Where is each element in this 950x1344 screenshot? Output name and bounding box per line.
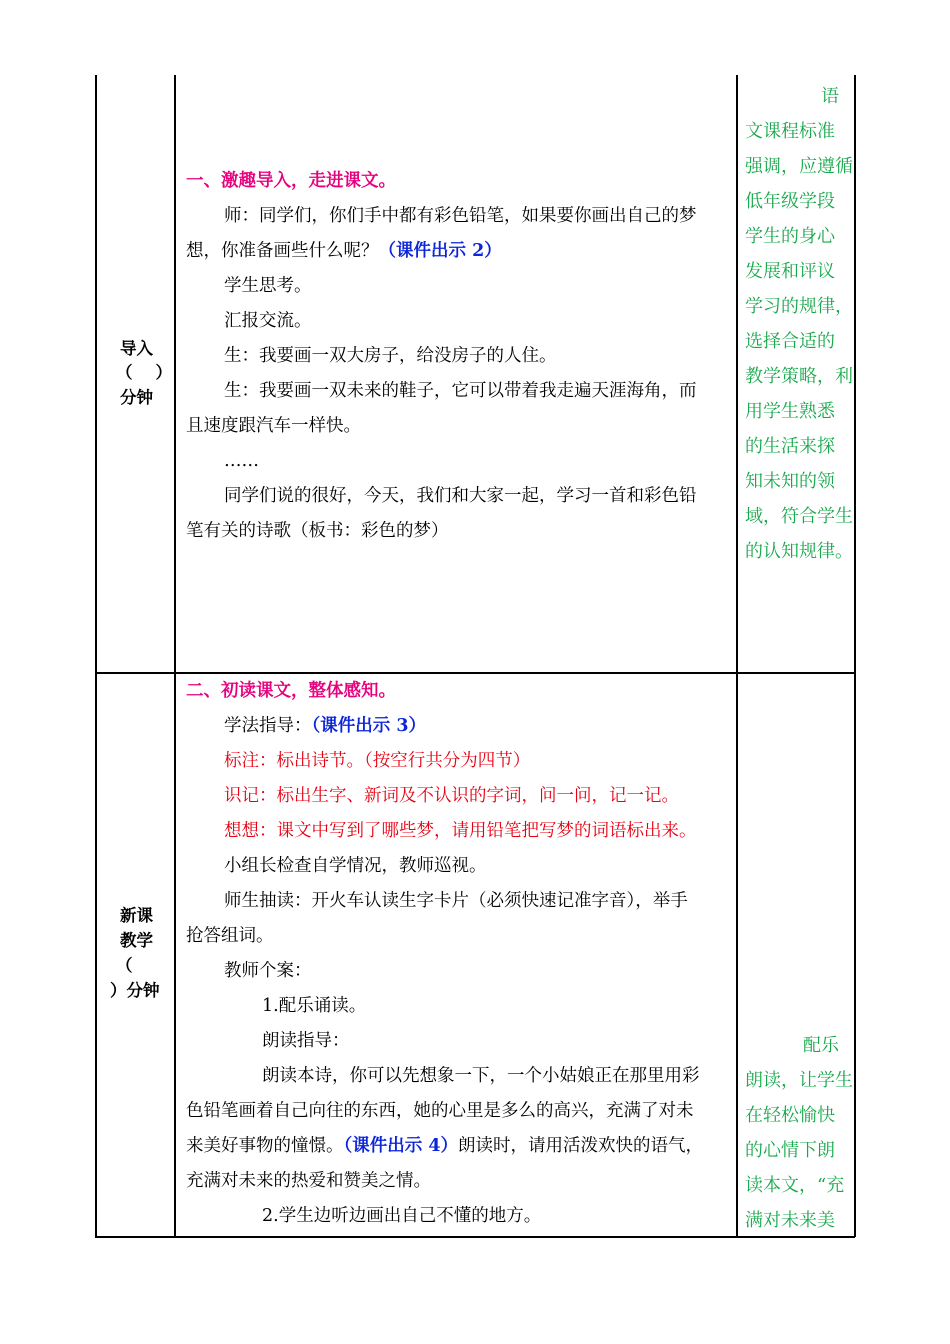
note-line: 知未知的领 [745,471,835,492]
note-line: 教学策略，利 [745,366,853,387]
think-instruction: 想想：课文中写到了哪些梦，请用铅笔把写梦的词语标出来。 [224,821,697,841]
table-divider-label [174,75,176,1237]
note-line: 的心情下朗 [745,1140,835,1161]
courseware-note: （课件出示 3） [311,716,427,736]
label-line: 教学 [120,931,153,950]
note-line: 的生活来探 [745,436,835,457]
note-line: 选择合适的 [745,331,835,352]
step-item: 1.配乐诵读。 [262,996,367,1016]
teacher-closing-cont: 笔有关的诗歌（板书：彩色的梦） [186,521,449,541]
label-line: （ ） [116,363,172,382]
student-answer-cont: 且速度跟汽车一样快。 [186,416,361,436]
note-line: 读本文，“充 [745,1175,845,1196]
courseware-note: （课件出示 4） [343,1136,459,1156]
mark-instruction: 标注：标出诗节。（按空行共分为四节） [224,751,531,771]
sample-reading: 师生抽读：开火车认读生字卡片（必须快速记准字音），举手 [224,891,688,911]
label-line: ）分钟 [110,981,160,1000]
reading-guide-text [186,1135,703,1157]
reading-guide-text: 色铅笔画着自己向往的东西，她的心里是多么的高兴，充满了对未 [186,1101,694,1121]
reading-guide-text: 朗读本诗，你可以先想象一下，一个小姑娘正在那里用彩 [262,1066,700,1086]
label-line: 分钟 [120,388,153,407]
teacher-question: 师：同学们，你们手中都有彩色铅笔，如果要你画出自己的梦 [224,206,697,226]
section-heading: 一、激趣导入，走进课文。 [186,171,396,191]
note-line: 学习的规律， [745,296,853,317]
note-line: 文课程标准 [745,121,835,142]
section-heading: 二、初读课文，整体感知。 [186,681,396,701]
recognize-instruction: 识记：标出生字、新词及不认识的字词，问一问，记一记。 [224,786,679,806]
reading-guide-label: 朗读指导： [262,1031,350,1051]
student-think: 学生思考。 [224,276,312,296]
guide-text: 朗读时，请用活泼欢快的语气， [458,1136,704,1156]
note-line: 语 [821,86,839,107]
table-divider-notes [736,75,738,1237]
method-label: 学法指导： [224,716,312,736]
label-line: 新课 [120,906,153,925]
step-item: 2.学生边听边画出自己不懂的地方。 [262,1206,542,1226]
student-answer: 生：我要画一双未来的鞋子，它可以带着我走遍天涯海角，而 [224,381,697,401]
label-line: （ [116,956,133,975]
teacher-question-cont [186,240,502,262]
label-line: 导入 [120,339,153,358]
reading-guide-text: 充满对未来的热爱和赞美之情。 [186,1171,431,1191]
table-border-right [854,75,856,1237]
sample-reading-cont: 抢答组词。 [186,926,274,946]
method-guide [224,715,426,737]
note-line: 学生的身心 [745,226,835,247]
table-row-divider [95,672,855,674]
note-line: 强调，应遵循 [745,156,853,177]
note-line: 的认知规律。 [745,541,853,562]
note-line: 配乐 [803,1035,839,1056]
teacher-closing: 同学们说的很好，今天，我们和大家一起，学习一首和彩色铅 [224,486,697,506]
note-line: 发展和评议 [745,261,835,282]
note-line: 朗读，让学生 [745,1070,853,1091]
teacher-case: 教师个案： [224,961,312,981]
note-line: 低年级学段 [745,191,835,212]
courseware-note: （课件出示 2） [378,241,502,261]
table-border-left [95,75,97,1237]
note-line: 用学生熟悉 [745,401,835,422]
teacher-question-text: 想，你准备画些什么呢？ [186,241,379,261]
note-line: 满对未来美 [745,1210,835,1231]
table-border-bottom [95,1236,855,1238]
note-line: 在轻松愉快 [745,1105,835,1126]
note-line: 域，符合学生 [745,506,853,527]
guide-text: 来美好事物的憧憬。 [186,1136,344,1156]
report-exchange: 汇报交流。 [224,311,312,331]
group-check: 小组长检查自学情况，教师巡视。 [224,856,487,876]
ellipsis: …… [224,451,259,471]
student-answer: 生：我要画一双大房子，给没房子的人住。 [224,346,557,366]
